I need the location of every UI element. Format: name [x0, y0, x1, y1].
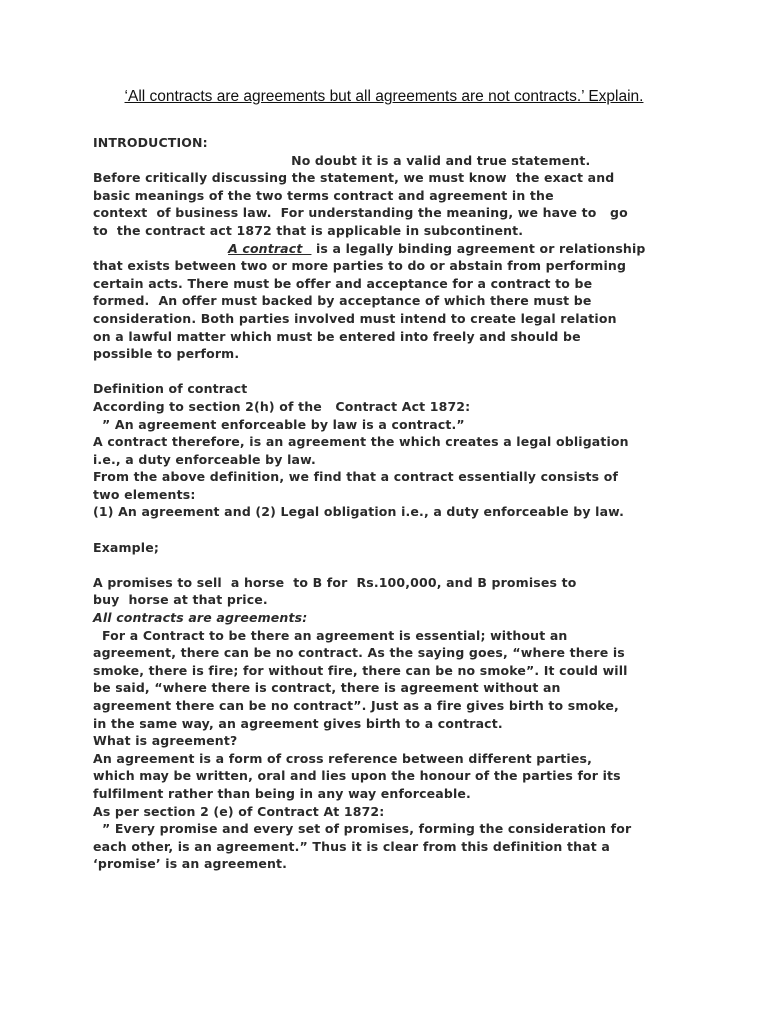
text-line: No doubt it is a valid and true statement.	[93, 152, 591, 168]
text-line: From the above definition, we find that a contract essentially consists of	[93, 469, 619, 485]
text-line: A promises to sell a horse to B for Rs.100,000, and B promises to	[93, 574, 577, 590]
text-line: possible to perform.	[93, 346, 240, 362]
text-line: on a lawful matter which must be entered into freely and should be	[93, 328, 581, 344]
intro-heading: INTRODUCTION:	[93, 135, 208, 150]
text-line: As per section 2 (e) of Contract At 1872:	[93, 803, 385, 819]
text-line: which may be written, oral and lies upon the honour of the parties for its	[93, 768, 621, 784]
text-line: buy horse at that price.	[93, 592, 268, 608]
text-line: For a Contract to be there an agreement is essential; without an	[93, 627, 568, 643]
spacer	[93, 363, 683, 381]
text-line: consideration. Both parties involved must intend to create legal relation	[93, 310, 617, 326]
text-line: A contract therefore, is an agreement the which creates a legal obligation	[93, 434, 629, 450]
document-body	[93, 134, 683, 873]
text-line: An agreement is a form of cross reference between different parties,	[93, 750, 592, 766]
text-line: in the same way, an agreement gives birth to a contract.	[93, 715, 503, 731]
text-line: agreement there can be no contract”. Just as a fire gives birth to smoke,	[93, 698, 619, 713]
spacer	[93, 556, 683, 574]
example-heading: Example;	[93, 539, 159, 555]
text-line: What is agreement?	[93, 733, 238, 749]
text-line: ‘promise’ is an agreement.	[93, 856, 288, 872]
text-line: certain acts. There must be offer and acceptance for a contract to be	[93, 275, 593, 291]
text-line: agreement, there can be no contract. As the saying goes, “where there is	[93, 645, 625, 661]
contract-rest: is a legally binding agreement or relationship	[311, 240, 646, 256]
spacer	[93, 521, 683, 539]
text-line: (1) An agreement and (2) Legal obligation i.e., a duty enforceable by law.	[93, 504, 624, 520]
text-line: smoke, there is fire; for without fire, there can be no smoke”. It could will	[93, 662, 628, 678]
text-line: Before critically discussing the statement, we must know the exact and	[93, 170, 615, 186]
definition-heading: Definition of contract	[93, 381, 248, 397]
quote-line: ” An agreement enforceable by law is a contract.”	[93, 416, 465, 432]
text-line: formed. An offer must backed by acceptance of which there must be	[93, 293, 592, 309]
text-line: each other, is an agreement.” Thus it is clear from this definition that a	[93, 838, 610, 854]
text-line: context of business law. For understanding the meaning, we have to go	[93, 205, 628, 221]
text-line: be said, “where there is contract, there is agreement without an	[93, 680, 561, 696]
contract-term: A contract	[228, 240, 312, 256]
text-line: two elements:	[93, 486, 196, 502]
text-line: i.e., a duty enforceable by law.	[93, 451, 316, 467]
text-line: According to section 2(h) of the Contract Act 1872:	[93, 398, 471, 414]
indent	[93, 241, 228, 256]
text-line: that exists between two or more parties to do or abstain from performing	[93, 258, 627, 274]
text-line: to the contract act 1872 that is applicable in subcontinent.	[93, 222, 524, 238]
text-line: basic meanings of the two terms contract and agreement in the	[93, 187, 554, 203]
section-subheading: All contracts are agreements:	[93, 610, 308, 626]
text-line: ” Every promise and every set of promises, forming the consideration for	[93, 821, 632, 837]
document-title: ‘All contracts are agreements but all agreements are not contracts.’ Explain.	[124, 88, 644, 105]
text-line: fulfilment rather than being in any way enforceable.	[93, 785, 471, 801]
contract-definition-line	[93, 240, 683, 258]
